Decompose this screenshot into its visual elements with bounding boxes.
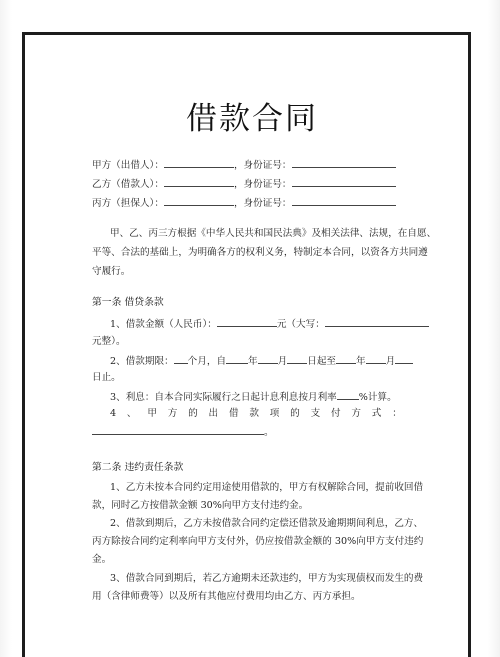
end-year-blank[interactable] (336, 354, 356, 364)
payment-method-char: 支 (310, 408, 321, 419)
borrower-name-blank[interactable] (164, 177, 234, 187)
guarantor-name-blank[interactable] (164, 196, 234, 206)
breach-clause-3-line-2: 用（含律师费等）以及所有其他应付费用均由乙方、丙方承担。 (92, 591, 361, 602)
start-month-label: 月 (277, 356, 288, 367)
party-guarantor-role: 丙方（担保人）： (92, 198, 164, 209)
breach-clause-2-line-1: 2、借款到期后，乙方未按借款合同约定偿还借款及逾期期间利息，乙方、 (110, 518, 424, 529)
breach-clause-1-line-1: 1、乙方未按本合同约定用途使用借款的，甲方有权解除合同，提前收回借 (110, 482, 424, 493)
end-year-label: 年 (356, 356, 366, 367)
preamble-line-1: 甲、乙、丙三方根据《中华人民共和国民法典》及相关法律、法规，在自愿、 (110, 228, 437, 239)
end-day-blank[interactable] (395, 354, 413, 364)
party-lender-role: 甲方（出借人）： (92, 160, 164, 171)
payment-method-char: 方 (167, 408, 178, 419)
section-2-heading: 第二条 违约责任条款 (92, 462, 184, 473)
end-month-blank[interactable] (366, 354, 386, 364)
interest-rate-blank[interactable] (337, 390, 359, 400)
borrower-id-blank[interactable] (292, 177, 396, 187)
party-borrower-id-label: ，身份证号： (233, 179, 292, 190)
party-borrower-role: 乙方（借款人）： (92, 179, 164, 190)
payment-method-end: 。 (264, 427, 274, 438)
start-year-label: 年 (248, 356, 258, 367)
payment-method-char: 4 (110, 408, 117, 419)
payment-method-char: 借 (228, 408, 239, 419)
preamble-line-3: 守履行。 (92, 266, 131, 277)
payment-method-char: 项 (269, 408, 280, 419)
loan-term-end: 日止。 (92, 372, 121, 383)
start-year-blank[interactable] (226, 354, 248, 364)
start-day-label: 日起至 (307, 356, 337, 367)
breach-clause-2-line-3: 金。 (92, 554, 112, 565)
payment-method-char: 甲 (147, 408, 157, 419)
interest-label: 3、利息：自本合同实际履行之日起计息利息按月利率 (110, 392, 337, 403)
loan-amount-blank[interactable] (217, 317, 277, 327)
payment-method-char: 式 (371, 408, 382, 419)
loan-amount-upper-label: 元（大写： (276, 319, 325, 330)
party-lender-line (92, 158, 396, 172)
payment-method-char: 出 (208, 408, 219, 419)
party-guarantor-id-label: ，身份证号： (233, 198, 292, 209)
document-title: 借款合同 (186, 101, 318, 137)
payment-method-char: 付 (330, 408, 341, 419)
guarantor-id-blank[interactable] (292, 196, 396, 206)
loan-amount-line (110, 317, 429, 331)
payment-method-char: 款 (249, 408, 259, 419)
party-guarantor-line (92, 196, 396, 210)
payment-method-char: 的 (188, 408, 198, 419)
payment-method-blank-line (92, 425, 274, 439)
lender-id-blank[interactable] (292, 158, 396, 168)
party-borrower-line (92, 177, 396, 191)
breach-clause-1-line-2: 款，同时乙方按借款金额 30%向甲方支付违约金。 (92, 500, 309, 511)
payment-method-char: 方 (351, 408, 361, 419)
loan-term-label: 2、借款期限： (110, 356, 174, 367)
payment-method-char: 的 (290, 408, 300, 419)
lender-name-blank[interactable] (164, 158, 234, 168)
breach-clause-2-line-2: 丙方除按合同约定利率向甲方支付外，仍应按借款金额的 30%向甲方支付违约 (92, 536, 424, 547)
payment-method-char: ： (392, 408, 402, 419)
interest-rate-suffix: %计算。 (358, 392, 397, 403)
loan-amount-upper-blank[interactable] (325, 317, 429, 327)
start-month-blank[interactable] (258, 354, 278, 364)
payment-method-char: 、 (126, 408, 137, 419)
payment-method-line (110, 408, 402, 420)
end-month-label: 月 (385, 356, 396, 367)
term-months-blank[interactable] (174, 354, 188, 364)
payment-method-blank[interactable] (92, 425, 264, 435)
preamble-line-2: 平等、合法的基础上，为明确各方的权利义务，特制定本合同，以资各方共同遵 (92, 247, 428, 258)
start-day-blank[interactable] (287, 354, 307, 364)
loan-amount-end: 元整）。 (92, 336, 126, 347)
party-lender-id-label: ，身份证号： (233, 160, 292, 171)
breach-clause-3-line-1: 3、借款合同到期后，若乙方逾期未还款违约，甲方为实现债权而发生的费 (110, 573, 424, 584)
section-1-heading: 第一条 借贷条款 (92, 297, 164, 308)
loan-term-line (110, 354, 413, 368)
interest-line (110, 390, 397, 404)
term-from-label: 个月，自 (187, 356, 227, 367)
loan-amount-label: 1、借款金额（人民币）： (110, 319, 217, 330)
